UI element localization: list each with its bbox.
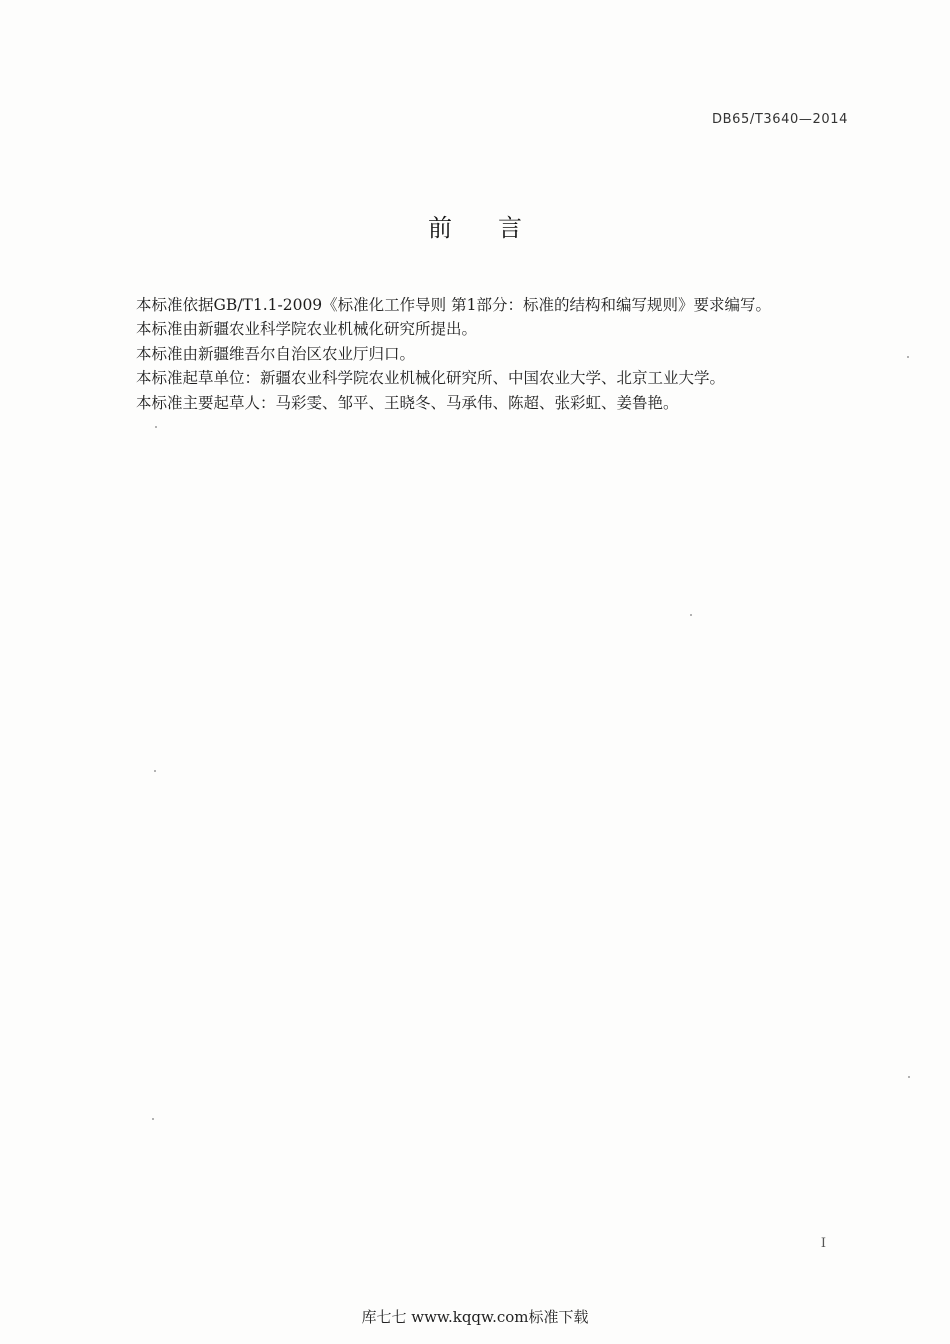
paragraph: 本标准由新疆农业科学院农业机械化研究所提出。 <box>136 320 478 339</box>
paragraph: 本标准主要起草人：马彩雯、邹平、王晓冬、马承伟、陈超、张彩虹、姜鲁艳。 <box>136 393 679 412</box>
foreword-body <box>136 293 836 415</box>
paragraph: 本标准由新疆维吾尔自治区农业厅归口。 <box>136 344 416 363</box>
paragraph: 本标准起草单位：新疆农业科学院农业机械化研究所、中国农业大学、北京工业大学。 <box>136 369 726 388</box>
document-code: DB65/T3640—2014 <box>712 112 848 127</box>
scan-speck <box>155 426 157 428</box>
scan-speck <box>907 356 909 358</box>
scan-speck <box>908 1076 910 1078</box>
page-number: I <box>820 1236 826 1251</box>
page-title: 前言 <box>428 214 568 242</box>
paragraph: 本标准依据GB/T1.1-2009《标准化工作导则 第1部分：标准的结构和编写规则》要求编写。 <box>136 296 771 314</box>
footer-watermark: 库七七 www.kqqw.com标准下载 <box>361 1308 589 1326</box>
scan-speck <box>690 614 692 616</box>
scan-speck <box>152 1118 154 1120</box>
scan-speck <box>154 770 156 772</box>
